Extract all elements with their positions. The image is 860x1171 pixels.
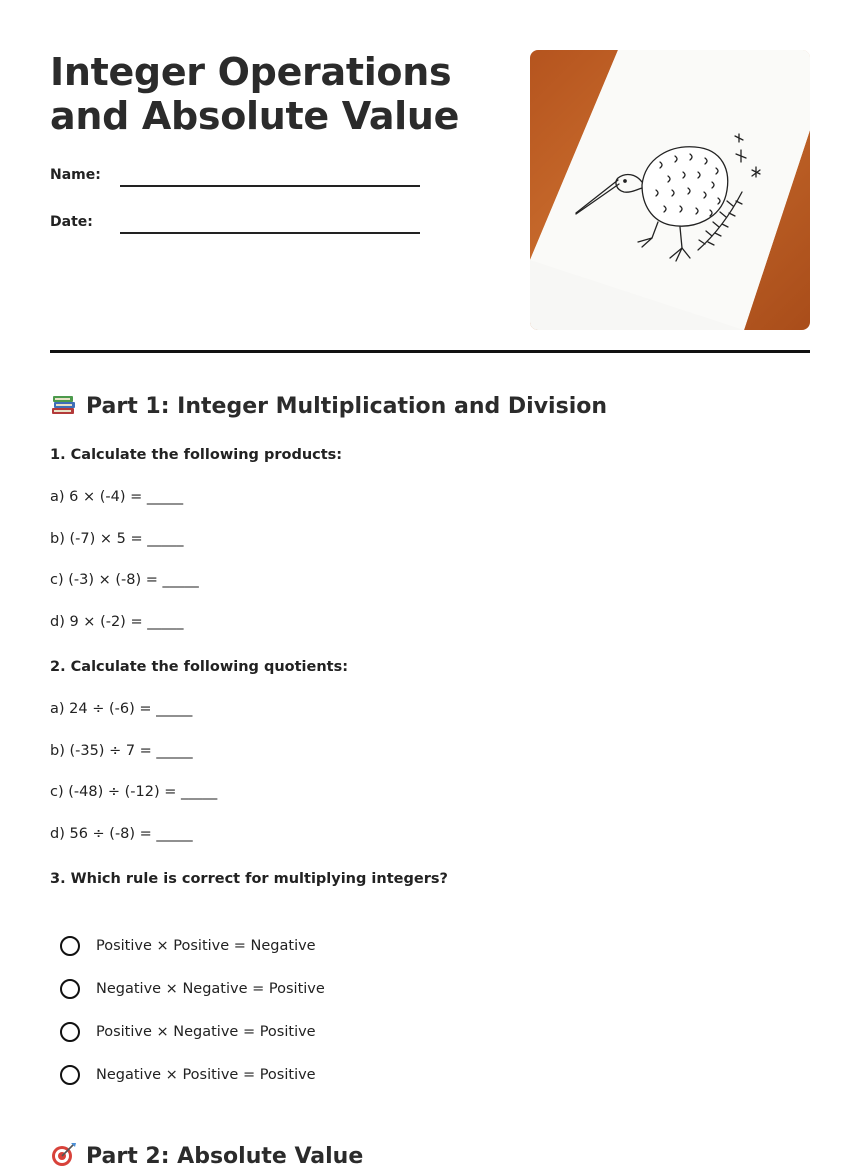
radio-button[interactable] bbox=[60, 936, 80, 956]
name-field[interactable] bbox=[50, 165, 430, 189]
part1-title bbox=[50, 391, 607, 421]
part2-title bbox=[50, 1141, 363, 1171]
date-line[interactable] bbox=[120, 232, 420, 234]
q3-option-3[interactable] bbox=[60, 1019, 316, 1045]
q2-item-c[interactable]: c) (-48) ÷ (-12) = _____ bbox=[50, 784, 218, 800]
header-divider bbox=[50, 350, 810, 353]
radio-button[interactable] bbox=[60, 979, 80, 999]
date-field[interactable] bbox=[50, 212, 430, 236]
worksheet-title: Integer Operations and Absolute Value bbox=[50, 50, 460, 138]
radio-button[interactable] bbox=[60, 1022, 80, 1042]
q2-item-d[interactable]: d) 56 ÷ (-8) = _____ bbox=[50, 826, 193, 842]
q2-item-b[interactable]: b) (-35) ÷ 7 = _____ bbox=[50, 743, 193, 759]
part1-title-text: Part 1: Integer Multiplication and Division bbox=[86, 394, 608, 419]
name-label: Name: bbox=[50, 167, 101, 183]
q3-option-2[interactable] bbox=[60, 976, 325, 1002]
kiwi-bird-photo bbox=[530, 50, 810, 330]
question-3-prompt: 3. Which rule is correct for multiplying integers? bbox=[50, 871, 448, 887]
option-label: Positive × Negative = Positive bbox=[96, 1024, 316, 1040]
question-1-prompt: 1. Calculate the following products: bbox=[50, 447, 343, 463]
q1-item-a[interactable]: a) 6 × (-4) = _____ bbox=[50, 489, 184, 505]
q2-item-a[interactable]: a) 24 ÷ (-6) = _____ bbox=[50, 701, 193, 717]
q1-item-b[interactable]: b) (-7) × 5 = _____ bbox=[50, 531, 184, 547]
date-label: Date: bbox=[50, 214, 93, 230]
name-line[interactable] bbox=[120, 185, 420, 187]
target-icon bbox=[50, 1141, 78, 1167]
q1-item-c[interactable]: c) (-3) × (-8) = _____ bbox=[50, 572, 199, 588]
q1-item-d[interactable]: d) 9 × (-2) = _____ bbox=[50, 614, 184, 630]
books-icon bbox=[50, 391, 78, 417]
option-label: Negative × Negative = Positive bbox=[96, 981, 325, 997]
option-label: Negative × Positive = Positive bbox=[96, 1067, 316, 1083]
q3-option-4[interactable] bbox=[60, 1062, 316, 1088]
q3-option-1[interactable] bbox=[60, 933, 316, 959]
option-label: Positive × Positive = Negative bbox=[96, 938, 316, 954]
question-2-prompt: 2. Calculate the following quotients: bbox=[50, 659, 349, 675]
radio-button[interactable] bbox=[60, 1065, 80, 1085]
part2-title-text: Part 2: Absolute Value bbox=[86, 1144, 364, 1169]
